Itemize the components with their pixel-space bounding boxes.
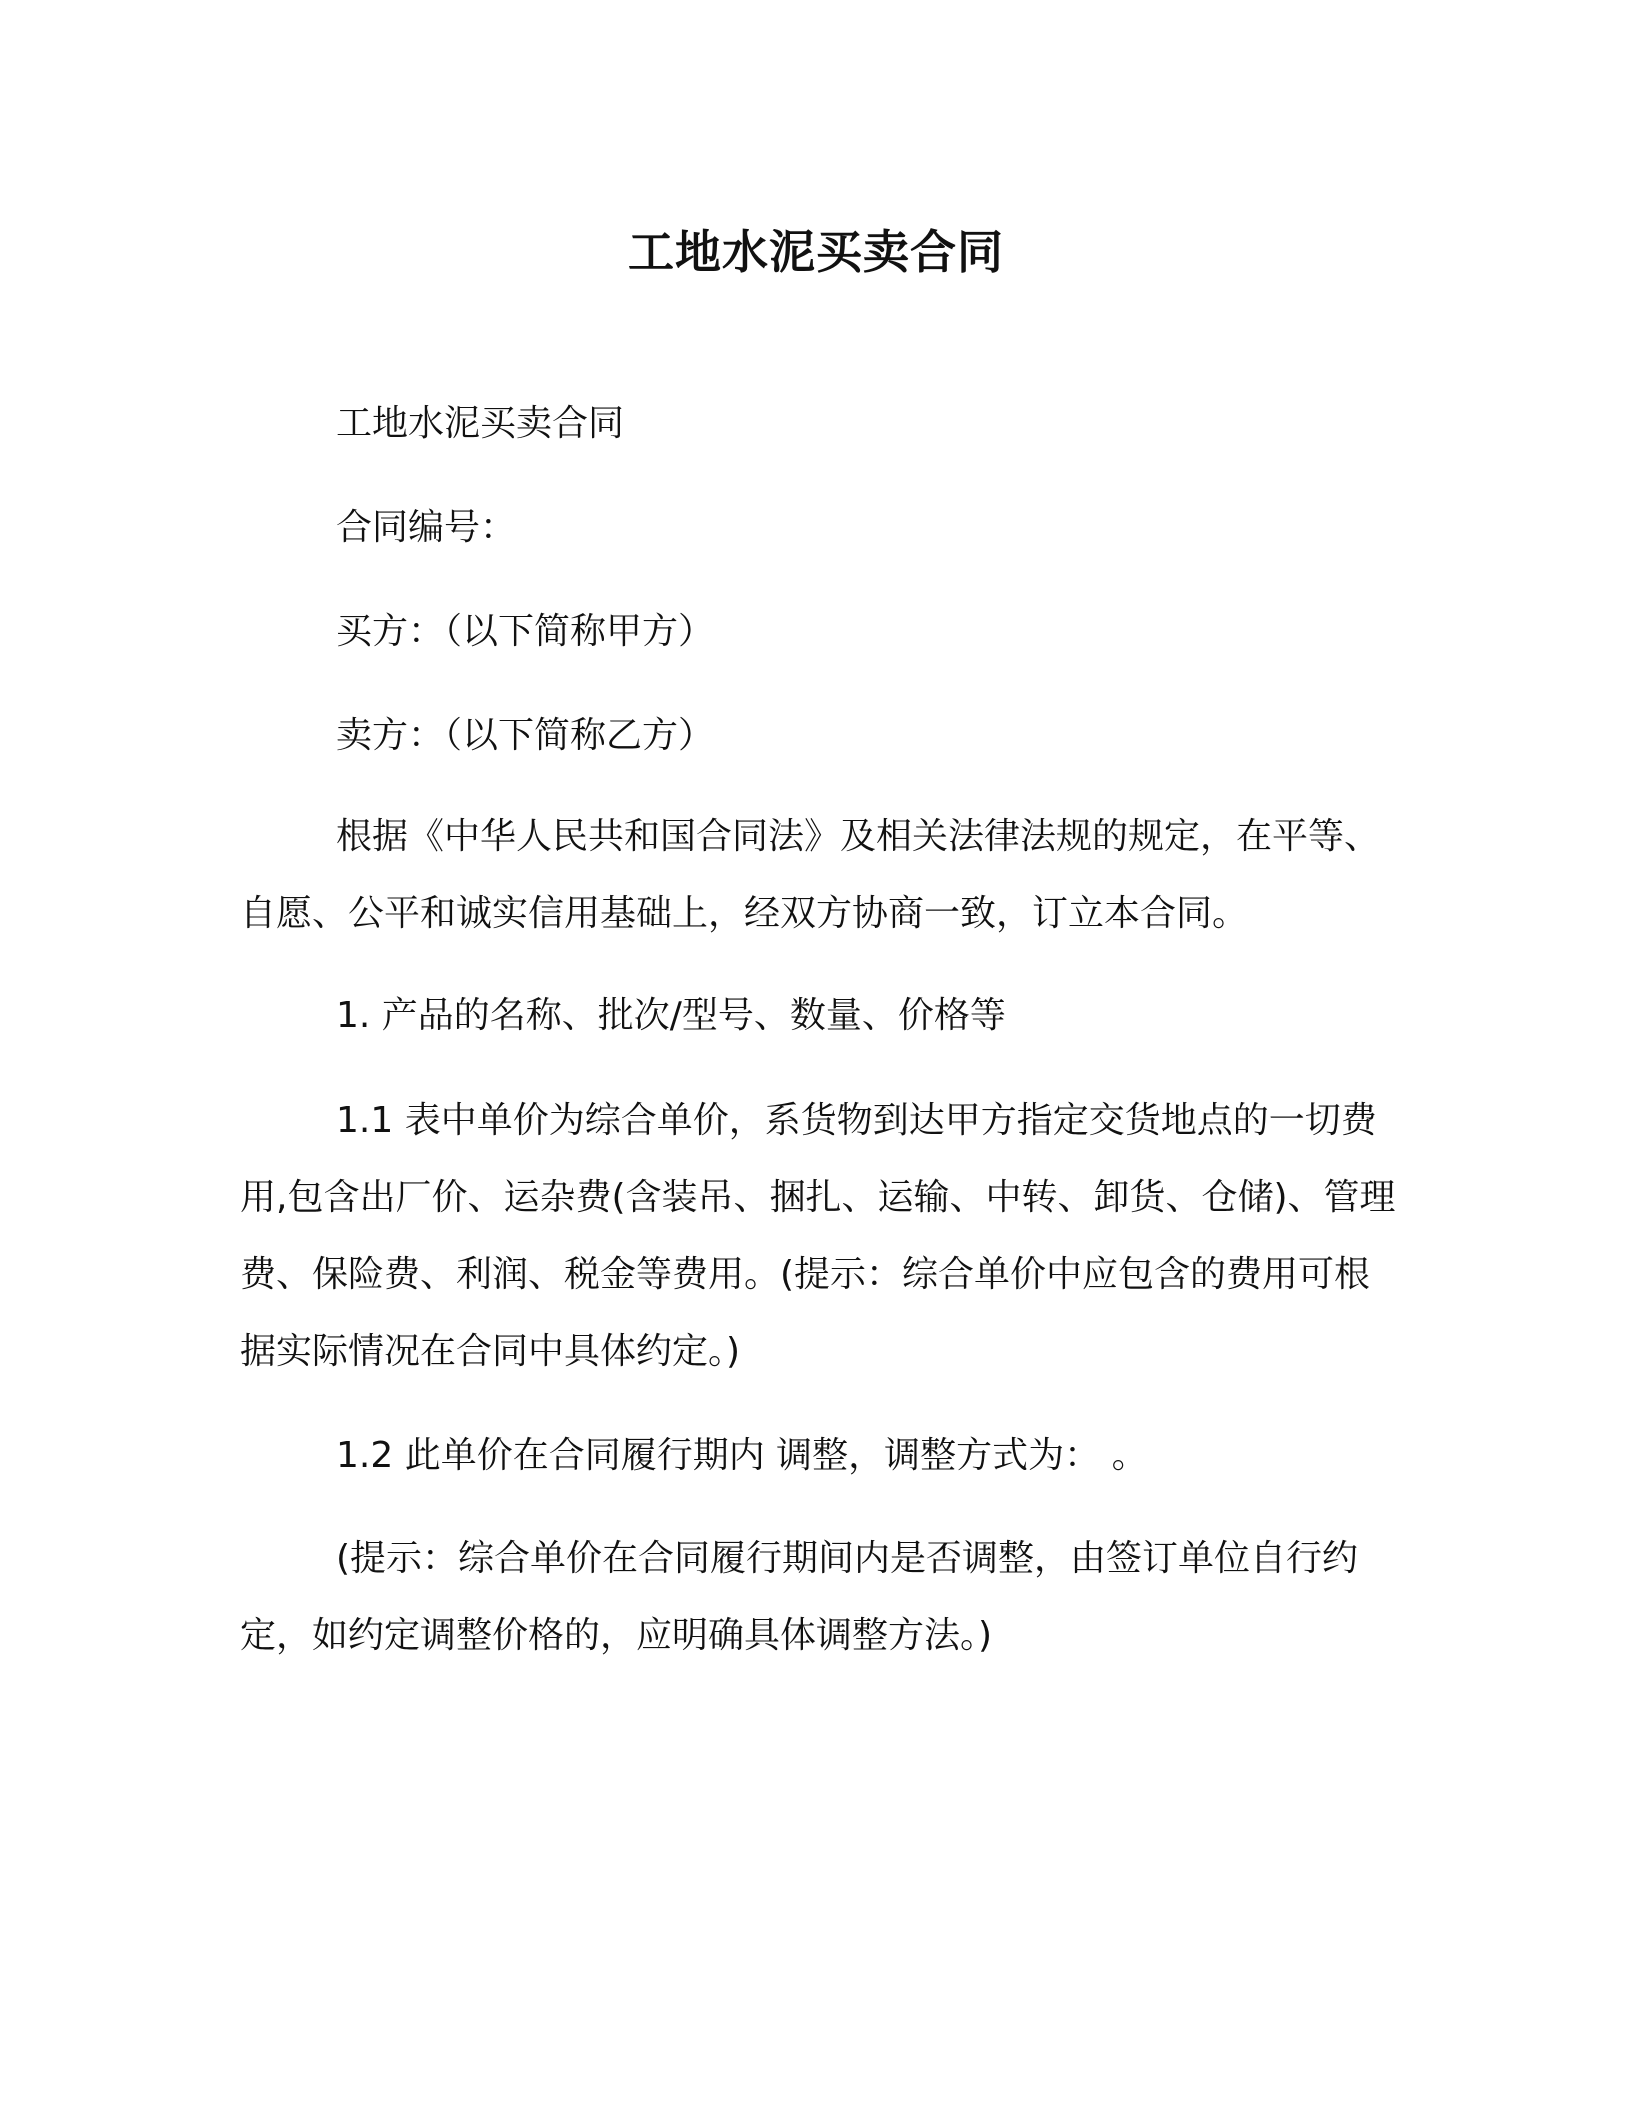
clause-1-1: 1.1 表中单价为综合单价，系货物到达甲方指定交货地点的一切费用,包含出厂价、运杂费(含装吊、捆扎、运输、中转、卸货、仓储)、管理费、保险费、利润、税金等费用。(提示：综合单价中应包含的费用可根据实际情况在合同中具体约定。) xyxy=(240,1100,1396,1372)
clause-1-2-note: (提示：综合单价在合同履行期间内是否调整，由签订单位自行约定，如约定调整价格的，应明确具体调整方法。) xyxy=(240,1538,1359,1656)
seller-line: 卖方：（以下简称乙方） xyxy=(336,715,715,756)
document-title: 工地水泥买卖合同 xyxy=(628,225,1004,279)
document-subtitle: 工地水泥买卖合同 xyxy=(336,403,625,444)
clause-1-2: 1.2 此单价在合同履行期内 调整，调整方式为： 。 xyxy=(336,1435,1148,1476)
section-1-heading: 1. 产品的名称、批次/型号、数量、价格等 xyxy=(336,995,1006,1036)
buyer-line: 买方：（以下简称甲方） xyxy=(336,611,715,652)
contract-number-label: 合同编号： xyxy=(336,507,517,548)
preamble-paragraph: 根据《中华人民共和国合同法》及相关法律法规的规定，在平等、自愿、公平和诚实信用基础上，经双方协商一致，订立本合同。 xyxy=(240,816,1381,934)
